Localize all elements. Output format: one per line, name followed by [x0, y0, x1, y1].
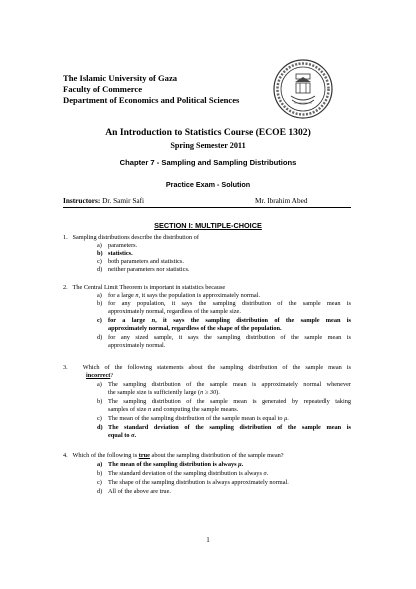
q4-option-b-text: [108, 470, 268, 478]
option-letter: d): [97, 424, 103, 431]
q2-option-d: d): [97, 334, 103, 341]
text: .: [287, 415, 289, 422]
symbol: μ: [238, 461, 242, 468]
text: , it says the population is approximately normal.: [138, 292, 261, 299]
option-letter: d): [97, 266, 103, 273]
option-letter: c): [97, 258, 102, 265]
text: about the sampling distribution of the sample mean?: [149, 452, 284, 459]
q1-option-a: [97, 242, 102, 250]
divider: [63, 207, 351, 208]
symbol: σ: [131, 432, 135, 439]
q1-option-c: [97, 258, 102, 266]
question-number: 2.: [63, 284, 68, 291]
q3-option-a-line1: The sampling distribution of the sample mean is approximately normal whenever: [108, 381, 351, 388]
q2-option-c: [97, 317, 102, 325]
question-number: 3.: [63, 364, 68, 371]
q3-option-d: [97, 424, 103, 432]
q4-option-c-text: The shape of the sampling distribution is always approximately normal.: [108, 479, 289, 486]
text: for a large: [108, 317, 152, 324]
text: ?: [110, 372, 114, 379]
q1-option-d: [97, 266, 102, 274]
variable: n: [151, 317, 156, 324]
text: samples of size: [108, 406, 149, 413]
question-number: 4.: [63, 452, 68, 459]
question-2: [63, 284, 225, 292]
q2-option-d-line2: approximately normal.: [108, 342, 166, 349]
q4-option-d: d): [97, 488, 103, 495]
q1-option-c-text: both parameters and statistics.: [108, 258, 184, 265]
text: .: [134, 432, 137, 439]
keyword: true: [138, 452, 150, 459]
question-1: [63, 234, 199, 242]
q3-option-c-text: [108, 415, 289, 423]
q2-option-b-line2: approximately normal, regardless of the sample size.: [108, 308, 241, 315]
option-letter: a): [97, 242, 102, 249]
symbol: σ: [263, 470, 267, 477]
q3-option-d-line2: [108, 432, 136, 440]
text: The standard deviation of the sampling distribution is always: [108, 470, 264, 477]
text: the sample size is sufficiently large (: [108, 389, 201, 396]
q4-option-a-text: [108, 461, 243, 469]
text: The mean of the sampling distribution of the sample mean is equal to: [108, 415, 285, 422]
text: .: [266, 470, 269, 477]
q4-option-a: [97, 461, 102, 469]
q1-option-b: [97, 250, 103, 258]
option-letter: b): [97, 250, 103, 257]
instructor-1: Dr. Samir Safi: [102, 196, 145, 205]
q2-option-a-text: [108, 292, 260, 300]
instructors-label: Instructors:: [63, 196, 101, 205]
question-text: The Central Limit Theorem is important in statistics because: [72, 284, 226, 291]
text: for a large: [108, 292, 136, 299]
q4-option-d-text: All of the above are true.: [108, 488, 171, 495]
chapter-title: Chapter 7 - Sampling and Sampling Distributions: [119, 158, 297, 167]
semester: Spring Semester 2011: [170, 141, 246, 150]
condition: n ≥ 30: [200, 389, 217, 396]
q2-option-d-line1: for any sized sample, it says the sampling distribution of the sample mean is: [108, 334, 351, 341]
page-number: 1: [206, 536, 210, 544]
symbol: μ: [284, 415, 288, 422]
text: ).: [216, 389, 220, 396]
keyword: incorrect: [86, 372, 111, 379]
text: Which of the following is: [72, 452, 139, 459]
question-text: Which of the following statements about the sampling distribution of the sample mean is: [82, 364, 351, 371]
instructor-2: Mr. Ibrahim Abed: [255, 196, 308, 205]
q2-option-c-line1: [108, 317, 351, 325]
q3-option-b-line1: The sampling distribution of the sample mean is generated by repeatedly taking: [108, 398, 351, 405]
question-3: [63, 364, 351, 372]
text: and computing the sample means.: [151, 406, 239, 413]
exam-title: Practice Exam - Solution: [165, 180, 251, 189]
variable: n: [135, 292, 139, 299]
q2-option-a: a): [97, 292, 102, 299]
q1-option-a-text: parameters.: [108, 242, 138, 249]
instructor-line: [63, 196, 144, 205]
q2-option-c-line2: approximately normal, regardless of the shape of the population.: [108, 325, 282, 332]
option-letter: a): [97, 461, 103, 468]
text: The mean of the sampling distribution is always: [108, 461, 239, 468]
q2-option-b: b): [97, 300, 103, 307]
question-3-line2: [86, 372, 113, 380]
q3-option-d-line1: The standard deviation of the sampling distribution of the sample mean is: [108, 424, 351, 431]
text: equal to: [108, 432, 132, 439]
faculty-name: Faculty of Commerce: [63, 84, 143, 94]
q1-option-d-text: neither parameters nor statistics.: [108, 266, 190, 273]
question-4: [63, 452, 284, 460]
question-number: 1.: [63, 234, 68, 241]
q3-option-b-line2: [108, 406, 238, 414]
university-name: The Islamic University of Gaza: [63, 73, 178, 83]
answer-text: statistics.: [108, 250, 133, 257]
q2-option-b-line1: for any population, it says the sampling distribution of the sample mean is: [108, 300, 351, 307]
variable: n: [148, 406, 152, 413]
department-name: Department of Economics and Political Sciences: [63, 95, 240, 105]
q1-option-b-text: [108, 250, 133, 258]
option-letter: c): [97, 317, 102, 324]
q3-option-b: b): [97, 398, 103, 405]
q4-option-c: c): [97, 479, 102, 486]
section-title: SECTION I: MULTIPLE-CHOICE: [154, 221, 262, 230]
text: , it says the sampling distribution of the sample mean is: [155, 317, 352, 324]
university-seal-icon: [272, 58, 334, 120]
q4-option-b: b): [97, 470, 103, 477]
course-title: An Introduction to Statistics Course (ECOE 1302): [105, 127, 311, 138]
text: .: [241, 461, 244, 468]
q3-option-c: c): [97, 415, 102, 422]
q3-option-a-line2: [108, 389, 220, 397]
question-text: Sampling distributions describe the distribution of: [72, 234, 199, 241]
q3-option-a: a): [97, 381, 102, 388]
